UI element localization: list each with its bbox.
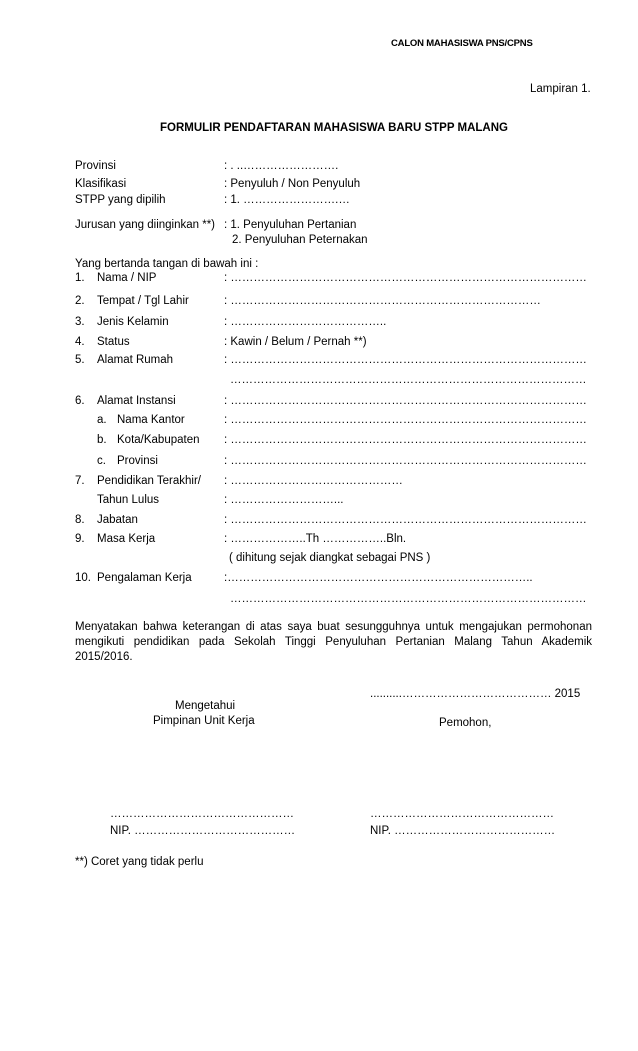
tahun-lulus-field[interactable]: : ………………………... [224, 494, 344, 506]
item-number: 9. [75, 533, 85, 545]
item-number: 5. [75, 354, 85, 366]
item-number: 2. [75, 295, 85, 307]
form-title: FORMULIR PENDAFTARAN MAHASISWA BARU STPP MALANG [160, 122, 508, 134]
alamat-rumah-field[interactable]: : ………………………………………………………………………………… [224, 354, 587, 366]
pemohon-label: Pemohon, [439, 717, 492, 729]
item-label: Masa Kerja [97, 533, 156, 545]
item-label: Tempat / Tgl Lahir [97, 295, 189, 307]
field-label: STPP yang dipilih [75, 194, 166, 206]
pendidikan-field[interactable]: : ……………………………………… [224, 475, 403, 487]
item-label: Alamat Rumah [97, 354, 174, 366]
item-label: Nama Kantor [117, 414, 185, 426]
provinsi-field[interactable]: : . ..……………………. [224, 160, 339, 172]
item-number: b. [97, 434, 107, 446]
right-signature-line[interactable]: ………………………………………… [370, 808, 554, 820]
jurusan-option-1[interactable]: : 1. Penyuluhan Pertanian [224, 219, 357, 231]
pengalaman-kerja-line-2[interactable]: ………………………………………………………………………………… [230, 593, 587, 605]
right-nip-field[interactable]: NIP. …………………………………… [370, 825, 556, 837]
jurusan-label: Jurusan yang diinginkan **) [75, 219, 216, 231]
item-number: 8. [75, 514, 85, 526]
statement-paragraph: Menyatakan bahwa keterangan di atas saya buat sesungguhnya untuk mengajukan permohonan mengikuti pendidikan pada Sekolah Tinggi Penyuluhan Pertanian Malang Tahun Akademik 2015/2016. [75, 621, 592, 663]
mengetahui-label: Mengetahui [175, 700, 236, 712]
jenis-kelamin-field[interactable]: : ………………………………….. [224, 316, 387, 328]
stpp-field[interactable]: : 1. …………………….… [224, 194, 350, 206]
signature-date[interactable]: ..........………………………………… 2015 [370, 688, 581, 700]
item-number: 4. [75, 336, 85, 348]
item-label: Status [97, 336, 130, 348]
item-number: 10. [75, 572, 91, 584]
pengalaman-kerja-field[interactable]: :…………………………………………………………………….. [224, 572, 533, 584]
item-label: Nama / NIP [97, 272, 157, 284]
masa-kerja-note: ( dihitung sejak diangkat sebagai PNS ) [229, 552, 431, 564]
item-label: Provinsi [117, 455, 158, 467]
alamat-rumah-line-2[interactable]: ………………………………………………………………………………… [230, 374, 587, 386]
item-number: a. [97, 414, 107, 426]
nama-nip-field[interactable]: : ………………………………………………………………………………… [224, 272, 587, 284]
jabatan-field[interactable]: : ………………………………………………………………………………… [224, 514, 587, 526]
pimpinan-label: Pimpinan Unit Kerja [153, 715, 255, 727]
status-field[interactable]: : Kawin / Belum / Pernah **) [224, 336, 367, 348]
klasifikasi-field[interactable]: : Penyuluh / Non Penyuluh [224, 178, 361, 190]
jurusan-option-2[interactable]: 2. Penyuluhan Peternakan [232, 234, 368, 246]
item-label: Jenis Kelamin [97, 316, 169, 328]
tempat-tgl-lahir-field[interactable]: : ……………………………………………………………………… [224, 295, 541, 307]
item-label: Alamat Instansi [97, 395, 176, 407]
item-label: Tahun Lulus [97, 494, 160, 506]
item-number: 3. [75, 316, 85, 328]
provinsi-instansi-field[interactable]: : ………………………………………………………………………………… [224, 455, 587, 467]
item-label: Kota/Kabupaten [117, 434, 200, 446]
item-number: 6. [75, 395, 85, 407]
field-label: Klasifikasi [75, 178, 127, 190]
left-nip-field[interactable]: NIP. …………………………………… [110, 825, 296, 837]
item-number: 7. [75, 475, 85, 487]
item-label: Pendidikan Terakhir/ [97, 475, 201, 487]
item-label: Pengalaman Kerja [97, 572, 192, 584]
item-number: 1. [75, 272, 85, 284]
footnote: **) Coret yang tidak perlu [75, 856, 204, 868]
alamat-instansi-field[interactable]: : ………………………………………………………………………………… [224, 395, 587, 407]
attachment-label: Lampiran 1. [530, 83, 591, 95]
field-label: Provinsi [75, 160, 116, 172]
kota-kabupaten-field[interactable]: : ………………………………………………………………………………… [224, 434, 587, 446]
masa-kerja-field[interactable]: : ………………..Th ……………..Bln. [224, 533, 407, 545]
left-signature-line[interactable]: ………………………………………… [110, 808, 294, 820]
item-label: Jabatan [97, 514, 138, 526]
nama-kantor-field[interactable]: : ………………………………………………………………………………… [224, 414, 587, 426]
document-tag: CALON MAHASISWA PNS/CPNS [391, 38, 533, 49]
intro-text: Yang bertanda tangan di bawah ini : [75, 258, 259, 270]
item-number: c. [97, 455, 106, 467]
